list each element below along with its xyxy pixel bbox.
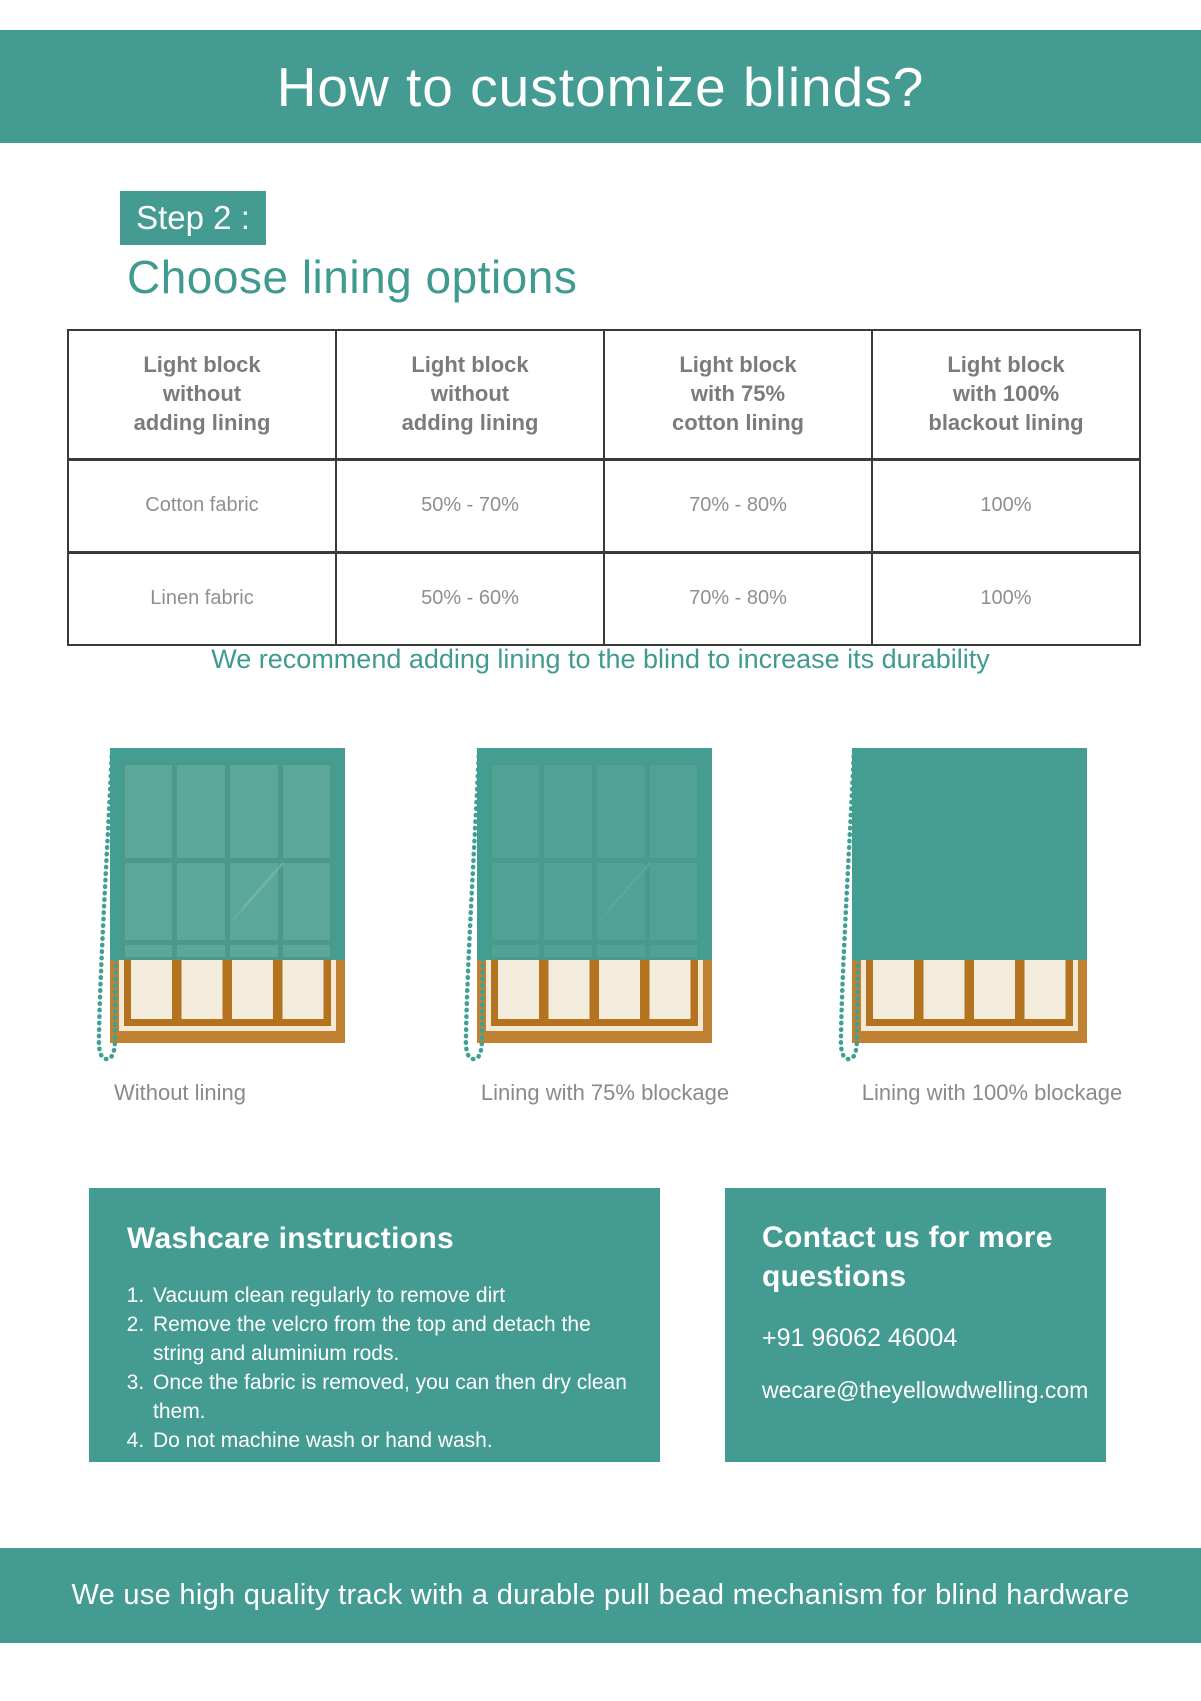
caption-75-blockage: Lining with 75% blockage (480, 1080, 730, 1105)
table-header-cell: Light block without adding lining (336, 330, 604, 459)
roller-blind (110, 748, 345, 960)
contact-phone[interactable]: +91 96062 46004 (762, 1324, 958, 1352)
washcare-list (127, 1282, 636, 1456)
washcare-item: 2. Remove the velcro from the top and detach the string and aluminium rods. (150, 1311, 636, 1369)
washcare-box (89, 1188, 660, 1462)
roller-blind (852, 748, 1087, 960)
blind-illustration-without-lining (95, 748, 347, 1070)
step-label: Step 2 : (136, 199, 250, 236)
footer-banner (0, 1548, 1201, 1643)
table-cell: 50% - 60% (336, 552, 604, 645)
washcare-item: 3. Once the fabric is removed, you can then dry clean them. (150, 1369, 636, 1427)
table-row (68, 459, 1140, 552)
contact-email[interactable]: wecare@theyellowdwelling.com (762, 1377, 1089, 1403)
contact-title: Contact us for more questions (762, 1221, 1053, 1293)
table-cell: 70% - 80% (604, 459, 872, 552)
washcare-item: 4. Do not machine wash or hand wash. (150, 1427, 636, 1456)
contact-box (725, 1188, 1106, 1462)
table-cell: Cotton fabric (68, 459, 336, 552)
page-title: How to customize blinds? (276, 55, 925, 118)
table-header-cell: Light block without adding lining (68, 330, 336, 459)
caption-100-blockage: Lining with 100% blockage (861, 1080, 1123, 1105)
table-cell: Linen fabric (68, 552, 336, 645)
lining-table (67, 329, 1141, 646)
blind-illustration-75-lining (462, 748, 714, 1070)
washcare-item: 1. Vacuum clean regularly to remove dirt (150, 1282, 636, 1311)
window-grid-showthrough (122, 762, 333, 960)
header-banner (0, 30, 1201, 143)
blind-graphic (462, 748, 714, 1070)
lining-table-head (68, 330, 1140, 459)
blind-graphic (837, 748, 1089, 1070)
step-badge (120, 191, 266, 245)
window-grid-showthrough (489, 762, 700, 960)
table-cell: 100% (872, 552, 1140, 645)
recommendation-text: We recommend adding lining to the blind to increase its durability (211, 644, 990, 674)
table-header-cell: Light block with 100% blackout lining (872, 330, 1140, 459)
washcare-title: Washcare instructions (127, 1222, 454, 1255)
table-header-cell: Light block with 75% cotton lining (604, 330, 872, 459)
blind-illustration-100-blackout (837, 748, 1089, 1070)
table-cell: 50% - 70% (336, 459, 604, 552)
lining-table-body (68, 459, 1140, 645)
caption-without-lining: Without lining (113, 1080, 247, 1105)
blind-graphic (95, 748, 347, 1070)
table-row (68, 552, 1140, 645)
step-heading: Choose lining options (127, 251, 578, 303)
roller-blind (477, 748, 712, 960)
table-cell: 70% - 80% (604, 552, 872, 645)
table-cell: 100% (872, 459, 1140, 552)
footer-text: We use high quality track with a durable pull bead mechanism for blind hardware (71, 1579, 1130, 1611)
